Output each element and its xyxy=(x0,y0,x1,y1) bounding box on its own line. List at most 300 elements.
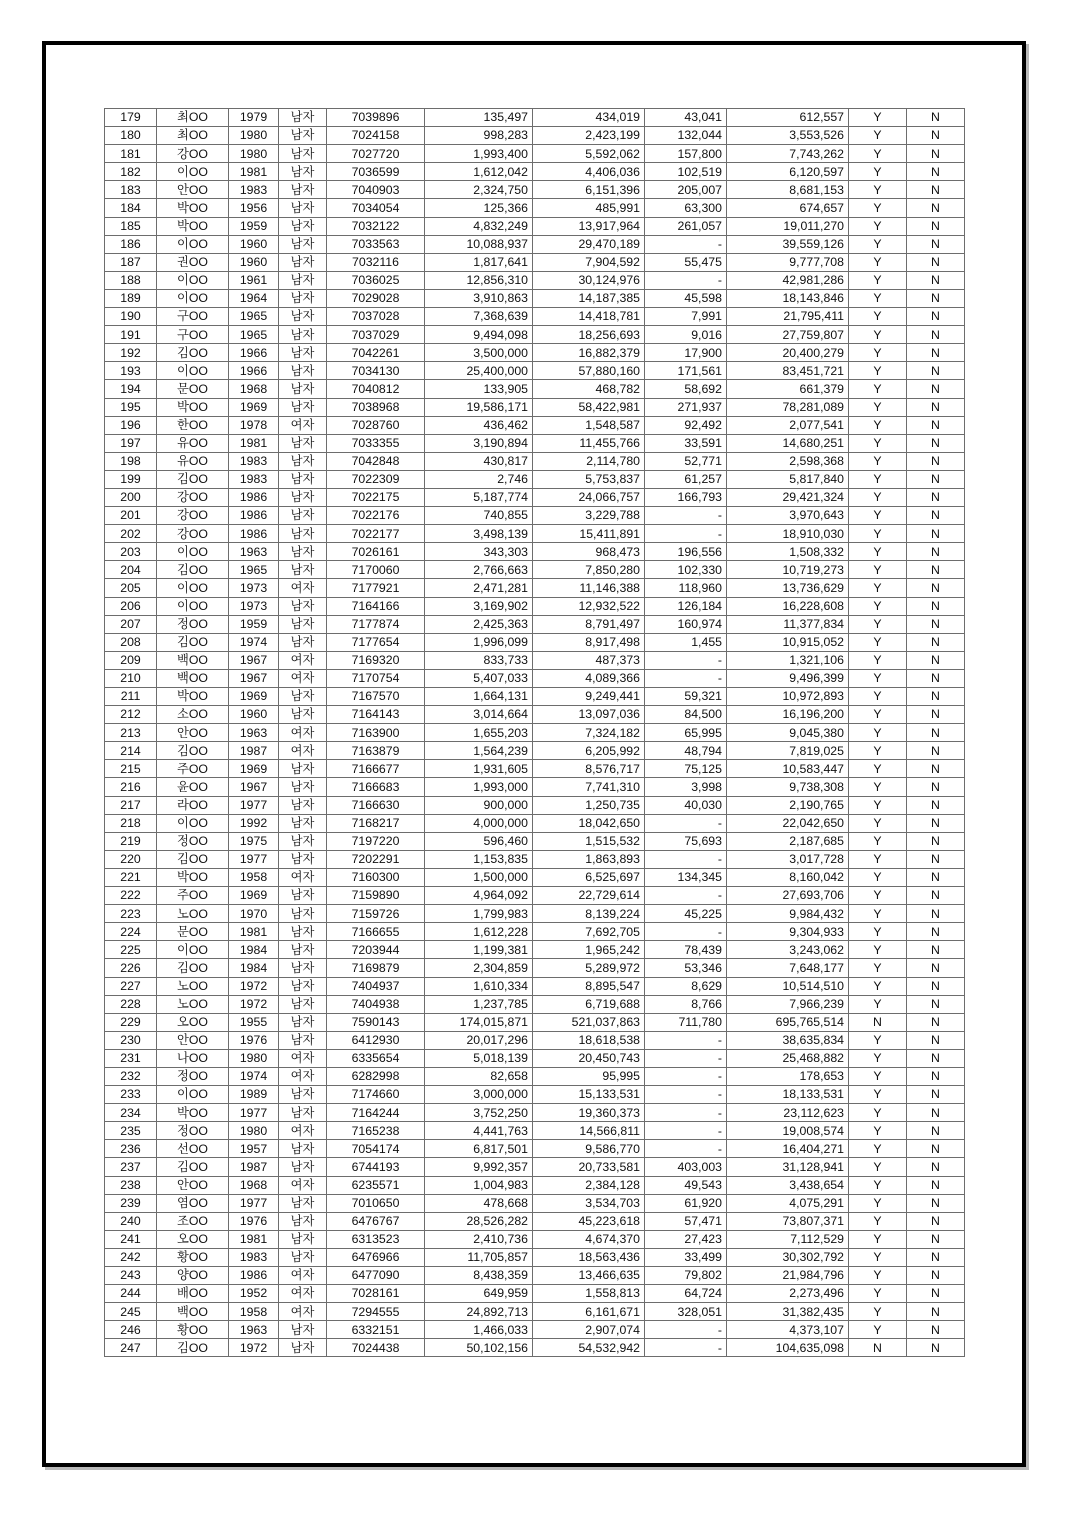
cell-masked-name: 이OO xyxy=(157,235,229,253)
cell-flag-1: Y xyxy=(849,181,907,199)
cell-birth-year: 1980 xyxy=(229,145,279,163)
cell-sequence-number: 216 xyxy=(105,778,157,796)
cell-amount-3: 118,960 xyxy=(645,579,727,597)
cell-record-id: 6282998 xyxy=(327,1067,425,1085)
cell-flag-1: Y xyxy=(849,760,907,778)
cell-record-id: 7177654 xyxy=(327,633,425,651)
cell-amount-3: 132,044 xyxy=(645,127,727,145)
cell-flag-2: N xyxy=(907,452,965,470)
cell-gender: 남자 xyxy=(279,398,327,416)
cell-flag-1: Y xyxy=(849,1248,907,1266)
cell-amount-3: - xyxy=(645,235,727,253)
cell-gender: 남자 xyxy=(279,235,327,253)
cell-amount-3: - xyxy=(645,271,727,289)
cell-amount-2: 6,151,396 xyxy=(533,181,645,199)
cell-total-amount: 22,042,650 xyxy=(727,814,849,832)
cell-amount-1: 3,910,863 xyxy=(425,289,533,307)
cell-flag-2: N xyxy=(907,1067,965,1085)
cell-flag-2: N xyxy=(907,344,965,362)
cell-masked-name: 이OO xyxy=(157,1086,229,1104)
cell-sequence-number: 195 xyxy=(105,398,157,416)
cell-amount-2: 2,423,199 xyxy=(533,127,645,145)
cell-birth-year: 1983 xyxy=(229,470,279,488)
cell-sequence-number: 206 xyxy=(105,597,157,615)
cell-flag-2: N xyxy=(907,470,965,488)
cell-amount-3: 271,937 xyxy=(645,398,727,416)
cell-record-id: 7202291 xyxy=(327,850,425,868)
cell-masked-name: 황OO xyxy=(157,1321,229,1339)
cell-masked-name: 조OO xyxy=(157,1212,229,1230)
cell-flag-2: N xyxy=(907,1158,965,1176)
cell-flag-1: Y xyxy=(849,470,907,488)
cell-total-amount: 21,984,796 xyxy=(727,1267,849,1285)
cell-flag-1: Y xyxy=(849,289,907,307)
cell-total-amount: 16,228,608 xyxy=(727,597,849,615)
cell-amount-3: 205,007 xyxy=(645,181,727,199)
cell-amount-1: 2,425,363 xyxy=(425,615,533,633)
cell-birth-year: 1973 xyxy=(229,597,279,615)
cell-flag-1: Y xyxy=(849,814,907,832)
cell-record-id: 7177874 xyxy=(327,615,425,633)
cell-birth-year: 1981 xyxy=(229,163,279,181)
cell-amount-3: 53,346 xyxy=(645,959,727,977)
cell-amount-3: - xyxy=(645,1086,727,1104)
cell-amount-1: 900,000 xyxy=(425,796,533,814)
cell-amount-2: 29,470,189 xyxy=(533,235,645,253)
cell-masked-name: 백OO xyxy=(157,1303,229,1321)
cell-amount-3: 75,693 xyxy=(645,832,727,850)
cell-record-id: 7022309 xyxy=(327,470,425,488)
cell-record-id: 7040812 xyxy=(327,380,425,398)
cell-amount-2: 6,161,671 xyxy=(533,1303,645,1321)
cell-birth-year: 1965 xyxy=(229,326,279,344)
cell-sequence-number: 224 xyxy=(105,923,157,941)
cell-amount-1: 1,500,000 xyxy=(425,868,533,886)
cell-birth-year: 1977 xyxy=(229,1194,279,1212)
cell-gender: 남자 xyxy=(279,633,327,651)
table-row xyxy=(105,995,965,1013)
cell-record-id: 7167570 xyxy=(327,688,425,706)
cell-masked-name: 염OO xyxy=(157,1194,229,1212)
table-row xyxy=(105,633,965,651)
cell-amount-1: 2,324,750 xyxy=(425,181,533,199)
cell-gender: 남자 xyxy=(279,959,327,977)
cell-gender: 남자 xyxy=(279,326,327,344)
cell-gender: 남자 xyxy=(279,525,327,543)
cell-record-id: 6235571 xyxy=(327,1176,425,1194)
cell-total-amount: 10,719,273 xyxy=(727,561,849,579)
cell-gender: 남자 xyxy=(279,543,327,561)
cell-birth-year: 1983 xyxy=(229,1248,279,1266)
cell-amount-2: 5,289,972 xyxy=(533,959,645,977)
cell-birth-year: 1972 xyxy=(229,1339,279,1357)
cell-flag-1: Y xyxy=(849,633,907,651)
cell-birth-year: 1970 xyxy=(229,905,279,923)
cell-birth-year: 1977 xyxy=(229,796,279,814)
cell-amount-2: 7,741,310 xyxy=(533,778,645,796)
cell-amount-1: 1,564,239 xyxy=(425,742,533,760)
cell-flag-2: N xyxy=(907,1194,965,1212)
cell-total-amount: 21,795,411 xyxy=(727,308,849,326)
cell-amount-2: 30,124,976 xyxy=(533,271,645,289)
cell-amount-3: 48,794 xyxy=(645,742,727,760)
cell-amount-1: 1,799,983 xyxy=(425,905,533,923)
cell-amount-2: 19,360,373 xyxy=(533,1104,645,1122)
cell-gender: 남자 xyxy=(279,181,327,199)
cell-birth-year: 1984 xyxy=(229,941,279,959)
cell-amount-3: 9,016 xyxy=(645,326,727,344)
cell-flag-2: N xyxy=(907,561,965,579)
cell-flag-2: N xyxy=(907,416,965,434)
cell-flag-2: N xyxy=(907,1049,965,1067)
cell-amount-3: - xyxy=(645,1321,727,1339)
cell-gender: 남자 xyxy=(279,615,327,633)
cell-sequence-number: 237 xyxy=(105,1158,157,1176)
cell-gender: 남자 xyxy=(279,507,327,525)
cell-amount-1: 9,494,098 xyxy=(425,326,533,344)
cell-flag-2: N xyxy=(907,217,965,235)
cell-record-id: 7032116 xyxy=(327,253,425,271)
cell-flag-2: N xyxy=(907,814,965,832)
cell-birth-year: 1979 xyxy=(229,109,279,127)
cell-flag-2: N xyxy=(907,1321,965,1339)
cell-amount-3: 8,629 xyxy=(645,977,727,995)
cell-sequence-number: 244 xyxy=(105,1285,157,1303)
cell-flag-2: N xyxy=(907,959,965,977)
cell-flag-1: Y xyxy=(849,868,907,886)
cell-gender: 여자 xyxy=(279,742,327,760)
cell-amount-3: 45,225 xyxy=(645,905,727,923)
cell-amount-2: 8,895,547 xyxy=(533,977,645,995)
cell-amount-3: 8,766 xyxy=(645,995,727,1013)
table-row xyxy=(105,289,965,307)
cell-masked-name: 이OO xyxy=(157,163,229,181)
cell-record-id: 6332151 xyxy=(327,1321,425,1339)
cell-sequence-number: 198 xyxy=(105,452,157,470)
cell-record-id: 7159726 xyxy=(327,905,425,923)
cell-amount-1: 4,964,092 xyxy=(425,887,533,905)
cell-amount-2: 4,674,370 xyxy=(533,1230,645,1248)
cell-amount-2: 521,037,863 xyxy=(533,1013,645,1031)
cell-birth-year: 1960 xyxy=(229,706,279,724)
cell-flag-2: N xyxy=(907,109,965,127)
table-row xyxy=(105,669,965,687)
cell-flag-2: N xyxy=(907,308,965,326)
cell-amount-3: 75,125 xyxy=(645,760,727,778)
table-row xyxy=(105,145,965,163)
cell-flag-1: Y xyxy=(849,434,907,452)
cell-flag-1: Y xyxy=(849,199,907,217)
cell-gender: 남자 xyxy=(279,1321,327,1339)
cell-flag-2: N xyxy=(907,181,965,199)
cell-masked-name: 박OO xyxy=(157,217,229,235)
cell-sequence-number: 184 xyxy=(105,199,157,217)
cell-total-amount: 13,736,629 xyxy=(727,579,849,597)
cell-masked-name: 백OO xyxy=(157,669,229,687)
cell-sequence-number: 234 xyxy=(105,1104,157,1122)
cell-flag-1: Y xyxy=(849,1194,907,1212)
cell-sequence-number: 203 xyxy=(105,543,157,561)
cell-flag-1: Y xyxy=(849,344,907,362)
table-row xyxy=(105,199,965,217)
cell-amount-2: 95,995 xyxy=(533,1067,645,1085)
cell-sequence-number: 241 xyxy=(105,1230,157,1248)
table-row xyxy=(105,181,965,199)
cell-gender: 여자 xyxy=(279,1285,327,1303)
cell-record-id: 7034054 xyxy=(327,199,425,217)
cell-record-id: 7170060 xyxy=(327,561,425,579)
cell-amount-3: 27,423 xyxy=(645,1230,727,1248)
cell-record-id: 7163900 xyxy=(327,724,425,742)
cell-sequence-number: 247 xyxy=(105,1339,157,1357)
cell-amount-1: 5,018,139 xyxy=(425,1049,533,1067)
cell-masked-name: 주OO xyxy=(157,887,229,905)
cell-amount-1: 1,931,605 xyxy=(425,760,533,778)
cell-birth-year: 1986 xyxy=(229,1267,279,1285)
cell-flag-2: N xyxy=(907,633,965,651)
cell-amount-2: 4,089,366 xyxy=(533,669,645,687)
cell-gender: 여자 xyxy=(279,1122,327,1140)
cell-sequence-number: 182 xyxy=(105,163,157,181)
cell-record-id: 7039896 xyxy=(327,109,425,127)
cell-flag-1: Y xyxy=(849,253,907,271)
cell-flag-1: Y xyxy=(849,398,907,416)
cell-masked-name: 선OO xyxy=(157,1140,229,1158)
cell-sequence-number: 180 xyxy=(105,127,157,145)
cell-birth-year: 1980 xyxy=(229,127,279,145)
table-row xyxy=(105,868,965,886)
cell-masked-name: 노OO xyxy=(157,977,229,995)
cell-record-id: 7170754 xyxy=(327,669,425,687)
cell-amount-1: 1,004,983 xyxy=(425,1176,533,1194)
cell-amount-2: 1,548,587 xyxy=(533,416,645,434)
cell-gender: 남자 xyxy=(279,434,327,452)
cell-flag-2: N xyxy=(907,163,965,181)
table-row xyxy=(105,1212,965,1230)
cell-amount-2: 7,904,592 xyxy=(533,253,645,271)
cell-gender: 남자 xyxy=(279,832,327,850)
cell-record-id: 7177921 xyxy=(327,579,425,597)
cell-amount-1: 3,752,250 xyxy=(425,1104,533,1122)
cell-record-id: 7404937 xyxy=(327,977,425,995)
cell-amount-1: 1,466,033 xyxy=(425,1321,533,1339)
cell-flag-2: N xyxy=(907,1140,965,1158)
cell-sequence-number: 228 xyxy=(105,995,157,1013)
cell-amount-2: 13,097,036 xyxy=(533,706,645,724)
table-row xyxy=(105,127,965,145)
cell-total-amount: 674,657 xyxy=(727,199,849,217)
cell-amount-1: 25,400,000 xyxy=(425,362,533,380)
cell-amount-1: 2,471,281 xyxy=(425,579,533,597)
cell-flag-2: N xyxy=(907,579,965,597)
cell-birth-year: 1969 xyxy=(229,398,279,416)
cell-total-amount: 9,045,380 xyxy=(727,724,849,742)
cell-amount-1: 2,410,736 xyxy=(425,1230,533,1248)
table-row xyxy=(105,1031,965,1049)
table-row xyxy=(105,724,965,742)
cell-birth-year: 1957 xyxy=(229,1140,279,1158)
cell-total-amount: 30,302,792 xyxy=(727,1248,849,1266)
table-row xyxy=(105,1122,965,1140)
table-row xyxy=(105,850,965,868)
cell-sequence-number: 211 xyxy=(105,688,157,706)
cell-record-id: 7038968 xyxy=(327,398,425,416)
cell-record-id: 7042261 xyxy=(327,344,425,362)
cell-record-id: 7024158 xyxy=(327,127,425,145)
cell-birth-year: 1966 xyxy=(229,362,279,380)
table-row xyxy=(105,163,965,181)
cell-amount-1: 4,441,763 xyxy=(425,1122,533,1140)
cell-flag-2: N xyxy=(907,145,965,163)
cell-gender: 남자 xyxy=(279,688,327,706)
cell-record-id: 7027720 xyxy=(327,145,425,163)
cell-total-amount: 38,635,834 xyxy=(727,1031,849,1049)
cell-flag-2: N xyxy=(907,724,965,742)
cell-amount-2: 487,373 xyxy=(533,651,645,669)
cell-birth-year: 1987 xyxy=(229,742,279,760)
cell-amount-2: 8,917,498 xyxy=(533,633,645,651)
table-row xyxy=(105,832,965,850)
cell-total-amount: 4,373,107 xyxy=(727,1321,849,1339)
cell-flag-2: N xyxy=(907,688,965,706)
cell-amount-3: 92,492 xyxy=(645,416,727,434)
cell-gender: 남자 xyxy=(279,995,327,1013)
cell-total-amount: 16,404,271 xyxy=(727,1140,849,1158)
cell-record-id: 6412930 xyxy=(327,1031,425,1049)
cell-flag-2: N xyxy=(907,1267,965,1285)
table-row xyxy=(105,452,965,470)
cell-sequence-number: 231 xyxy=(105,1049,157,1067)
cell-sequence-number: 220 xyxy=(105,850,157,868)
cell-record-id: 7294555 xyxy=(327,1303,425,1321)
cell-amount-1: 11,705,857 xyxy=(425,1248,533,1266)
cell-total-amount: 3,553,526 xyxy=(727,127,849,145)
cell-amount-2: 14,187,385 xyxy=(533,289,645,307)
cell-masked-name: 최OO xyxy=(157,127,229,145)
cell-amount-3: 196,556 xyxy=(645,543,727,561)
cell-birth-year: 1958 xyxy=(229,868,279,886)
cell-amount-3: 78,439 xyxy=(645,941,727,959)
cell-flag-2: N xyxy=(907,235,965,253)
cell-sequence-number: 223 xyxy=(105,905,157,923)
records-table-body xyxy=(105,109,965,1357)
table-row xyxy=(105,308,965,326)
cell-amount-1: 1,612,228 xyxy=(425,923,533,941)
table-row xyxy=(105,814,965,832)
cell-birth-year: 1973 xyxy=(229,579,279,597)
cell-total-amount: 78,281,089 xyxy=(727,398,849,416)
cell-flag-1: Y xyxy=(849,308,907,326)
table-row xyxy=(105,742,965,760)
cell-total-amount: 7,112,529 xyxy=(727,1230,849,1248)
cell-birth-year: 1956 xyxy=(229,199,279,217)
cell-amount-3: 17,900 xyxy=(645,344,727,362)
cell-birth-year: 1977 xyxy=(229,850,279,868)
cell-masked-name: 구OO xyxy=(157,308,229,326)
table-row xyxy=(105,362,965,380)
cell-amount-1: 1,993,000 xyxy=(425,778,533,796)
cell-record-id: 7159890 xyxy=(327,887,425,905)
table-row xyxy=(105,1013,965,1031)
document-page xyxy=(42,41,1026,1467)
cell-record-id: 7024438 xyxy=(327,1339,425,1357)
cell-flag-2: N xyxy=(907,669,965,687)
cell-flag-2: N xyxy=(907,525,965,543)
cell-amount-3: - xyxy=(645,669,727,687)
cell-amount-3: 61,920 xyxy=(645,1194,727,1212)
cell-total-amount: 14,680,251 xyxy=(727,434,849,452)
cell-sequence-number: 219 xyxy=(105,832,157,850)
cell-sequence-number: 181 xyxy=(105,145,157,163)
cell-flag-1: Y xyxy=(849,488,907,506)
cell-sequence-number: 189 xyxy=(105,289,157,307)
cell-amount-2: 434,019 xyxy=(533,109,645,127)
cell-amount-3: 61,257 xyxy=(645,470,727,488)
cell-amount-2: 18,563,436 xyxy=(533,1248,645,1266)
cell-total-amount: 9,496,399 xyxy=(727,669,849,687)
cell-sequence-number: 209 xyxy=(105,651,157,669)
cell-flag-2: N xyxy=(907,1303,965,1321)
table-row xyxy=(105,1194,965,1212)
cell-total-amount: 42,981,286 xyxy=(727,271,849,289)
cell-gender: 남자 xyxy=(279,145,327,163)
cell-masked-name: 안OO xyxy=(157,181,229,199)
cell-record-id: 7034130 xyxy=(327,362,425,380)
cell-sequence-number: 240 xyxy=(105,1212,157,1230)
cell-amount-3: 79,802 xyxy=(645,1267,727,1285)
cell-flag-1: Y xyxy=(849,1049,907,1067)
cell-amount-2: 18,618,538 xyxy=(533,1031,645,1049)
cell-total-amount: 178,653 xyxy=(727,1067,849,1085)
cell-total-amount: 1,321,106 xyxy=(727,651,849,669)
cell-masked-name: 배OO xyxy=(157,1285,229,1303)
cell-gender: 남자 xyxy=(279,488,327,506)
cell-record-id: 7174660 xyxy=(327,1086,425,1104)
table-row xyxy=(105,1086,965,1104)
cell-amount-1: 5,407,033 xyxy=(425,669,533,687)
cell-birth-year: 1968 xyxy=(229,380,279,398)
cell-masked-name: 권OO xyxy=(157,253,229,271)
cell-flag-1: Y xyxy=(849,326,907,344)
table-row xyxy=(105,1285,965,1303)
cell-total-amount: 83,451,721 xyxy=(727,362,849,380)
cell-birth-year: 1955 xyxy=(229,1013,279,1031)
cell-flag-2: N xyxy=(907,742,965,760)
cell-sequence-number: 226 xyxy=(105,959,157,977)
cell-record-id: 7165238 xyxy=(327,1122,425,1140)
cell-flag-1: Y xyxy=(849,977,907,995)
cell-amount-3: - xyxy=(645,850,727,868)
cell-amount-2: 16,882,379 xyxy=(533,344,645,362)
cell-record-id: 7026161 xyxy=(327,543,425,561)
cell-amount-3: 49,543 xyxy=(645,1176,727,1194)
cell-birth-year: 1963 xyxy=(229,1321,279,1339)
cell-flag-2: N xyxy=(907,507,965,525)
cell-flag-2: N xyxy=(907,1031,965,1049)
cell-masked-name: 문OO xyxy=(157,923,229,941)
cell-record-id: 6477090 xyxy=(327,1267,425,1285)
cell-flag-1: Y xyxy=(849,615,907,633)
cell-flag-1: Y xyxy=(849,1031,907,1049)
cell-birth-year: 1977 xyxy=(229,1104,279,1122)
cell-gender: 남자 xyxy=(279,362,327,380)
table-row xyxy=(105,416,965,434)
cell-flag-2: N xyxy=(907,271,965,289)
cell-flag-2: N xyxy=(907,127,965,145)
cell-masked-name: 이OO xyxy=(157,289,229,307)
cell-record-id: 7036599 xyxy=(327,163,425,181)
cell-amount-1: 8,438,359 xyxy=(425,1267,533,1285)
